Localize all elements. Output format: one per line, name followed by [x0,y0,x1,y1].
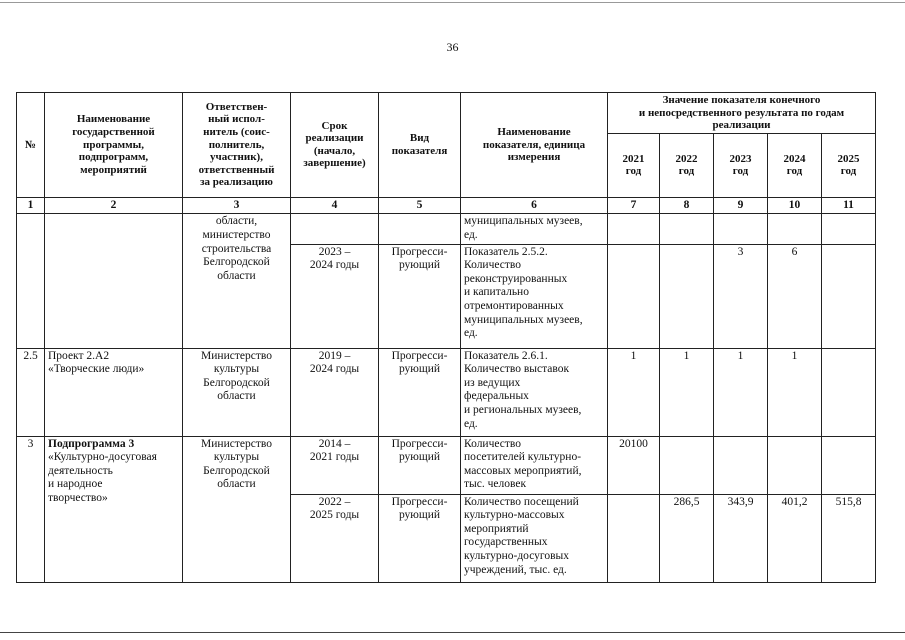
col-num-3: 3 [183,197,291,214]
header-row [17,93,876,134]
top-edge-line [0,2,905,3]
cell-value-empty [714,214,768,244]
header-year-2024: 2024 год [768,133,822,197]
cell-value-2023: 1 [714,348,768,436]
header-kind: Вид показателя [379,93,461,198]
cell-value-2024 [768,436,822,494]
header-year-2022: 2022 год [660,133,714,197]
cell-kind: Прогресси- рующий [379,244,461,348]
header-responsible: Ответствен- ный испол- нитель (соис- полнитель, участник), ответственный за реализацию [183,93,291,198]
subprogram-title: Подпрограмма 3 [48,437,135,450]
bottom-edge-line [0,632,905,633]
cell-value-2022 [660,244,714,348]
cell-value-2021 [608,244,660,348]
cell-kind-empty [379,214,461,244]
column-numbers-row [17,197,876,214]
cell-value-2022 [660,436,714,494]
cell-name: Проект 2.А2 «Творческие люди» [45,348,183,436]
page-number: 36 [446,40,459,54]
header-year-2023: 2023 год [714,133,768,197]
cell-value-2024: 6 [768,244,822,348]
col-num-5: 5 [379,197,461,214]
table-row-3a [17,436,876,494]
col-num-7: 7 [608,197,660,214]
cell-num: 3 [17,436,45,582]
col-num-8: 8 [660,197,714,214]
cell-value-empty [660,214,714,244]
cell-indicator: Количество посетителей культурно- массовых мероприятий, тыс. человек [461,436,608,494]
cell-kind: Прогресси- рующий [379,494,461,582]
cell-value-2021: 20100 [608,436,660,494]
col-num-10: 10 [768,197,822,214]
cell-indicator: Количество посещений культурно-массовых мероприятий государственных культурно-досуговых учреждений, тыс. ед. [461,494,608,582]
header-name: Наименование государственной программы, подпрограмм, мероприятий [45,93,183,198]
cell-indicator: Показатель 2.5.2. Количество реконструированных и капитально отремонтированных муниципальных музеев, ед. [461,244,608,348]
cell-num-empty [17,214,45,348]
cell-value-2021 [608,494,660,582]
header-indicator: Наименование показателя, единица измерения [461,93,608,198]
cell-name [45,436,183,582]
cell-value-2023: 3 [714,244,768,348]
table-row-continuation-top [17,214,876,244]
cell-kind: Прогресси- рующий [379,348,461,436]
cell-value-2024: 401,2 [768,494,822,582]
cell-period: 2023 – 2024 годы [291,244,379,348]
col-num-2: 2 [45,197,183,214]
cell-value-2025: 515,8 [822,494,876,582]
cell-name-empty [45,214,183,348]
cell-kind: Прогресси- рующий [379,436,461,494]
cell-responsible-continued: области, министерство строительства Белгородской области [183,214,291,348]
cell-value-2025 [822,244,876,348]
header-period: Срок реализации (начало, завершение) [291,93,379,198]
header-year-2021: 2021 год [608,133,660,197]
col-num-9: 9 [714,197,768,214]
cell-value-2021: 1 [608,348,660,436]
cell-value-2025 [822,348,876,436]
cell-value-2022: 286,5 [660,494,714,582]
header-values-group: Значение показателя конечного и непосредственного результата по годам реализации [608,93,876,134]
cell-value-2023: 343,9 [714,494,768,582]
cell-indicator-continued: муниципальных музеев, ед. [461,214,608,244]
cell-value-2023 [714,436,768,494]
cell-value-empty [822,214,876,244]
col-num-1: 1 [17,197,45,214]
cell-period-empty [291,214,379,244]
cell-period: 2019 – 2024 годы [291,348,379,436]
cell-num: 2.5 [17,348,45,436]
col-num-6: 6 [461,197,608,214]
header-num: № [17,93,45,198]
cell-responsible: Министерство культуры Белгородской области [183,436,291,582]
table-row-2-5 [17,348,876,436]
cell-responsible: Министерство культуры Белгородской области [183,348,291,436]
cell-value-2025 [822,436,876,494]
cell-indicator: Показатель 2.6.1. Количество выставок из ведущих федеральных и региональных музеев, ед. [461,348,608,436]
subprogram-name: «Культурно-досуговая деятельность и народное творчество» [48,451,157,504]
col-num-4: 4 [291,197,379,214]
cell-value-empty [768,214,822,244]
cell-period: 2022 – 2025 годы [291,494,379,582]
header-year-2025: 2025 год [822,133,876,197]
cell-value-empty [608,214,660,244]
cell-value-2022: 1 [660,348,714,436]
cell-period: 2014 – 2021 годы [291,436,379,494]
cell-value-2024: 1 [768,348,822,436]
program-table [16,92,876,583]
col-num-11: 11 [822,197,876,214]
